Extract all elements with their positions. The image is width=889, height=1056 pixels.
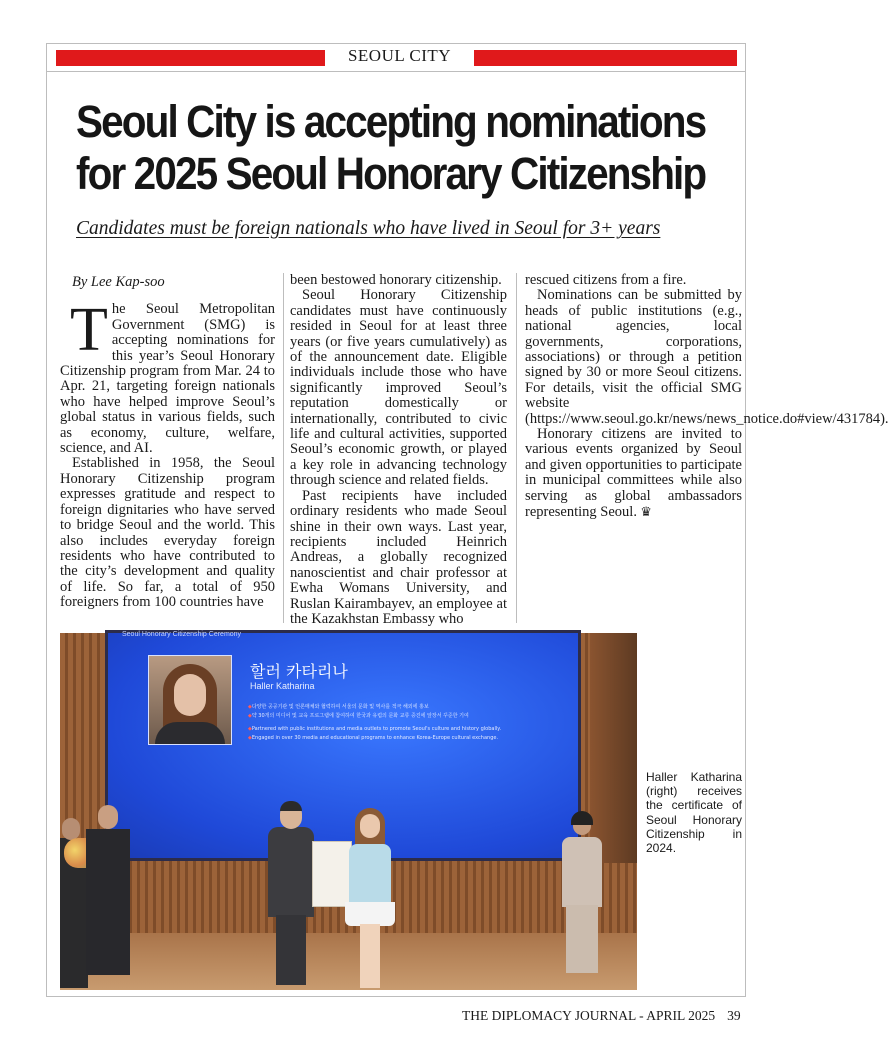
projection-screen (108, 633, 578, 858)
section-bar-left (56, 50, 325, 66)
deck-subtitle: Candidates must be foreign nationals who have lived in Seoul for 3+ years (76, 218, 661, 239)
article-paragraph: rescued citizens from a fire. (525, 272, 687, 288)
screen-bullet-list (248, 703, 568, 743)
headline (76, 96, 706, 200)
person-figure (345, 808, 395, 988)
page-number: 39 (727, 1008, 741, 1023)
article-column-3 (525, 272, 889, 521)
publication-name: THE DIPLOMACY JOURNAL - APRIL 2025 (462, 1008, 716, 1023)
article-column-1 (60, 273, 275, 611)
article-paragraph: Nominations can be submitted by heads of public institutions (e.g., national agencies, local governments, corporations, associations) or through a petition signed by 30 or more Seoul citizens. For details, visit the official SMG website (https://www.seoul.go.kr/news/news_notice.do#view/431784). (525, 287, 889, 427)
headline-line-2: for 2025 Seoul Honorary Citizenship (76, 148, 706, 199)
section-label: SEOUL CITY (347, 46, 452, 65)
header-rule (46, 71, 746, 72)
article-column-2 (290, 273, 507, 627)
screen-top-text: Seoul Honorary Citizenship Ceremony (122, 631, 242, 638)
section-bar-right (474, 50, 737, 66)
ceremony-photo (60, 633, 637, 990)
person-figure (86, 805, 130, 975)
screen-english-name: Haller Katharina (250, 681, 315, 691)
screen-korean-name: 할러 카타리나 (250, 662, 348, 681)
article-paragraph: Seoul Honorary Citizenship candidates must have continuously resided in Seoul for at least three years (or five years cumulatively) as of the announcement date. Eligible individuals include those who have significantly improved Seoul’s reputation domestically or internationally, contributed to civic life and cultural activities, supported Seoul’s economic growth, or played a key role in advancing technology through science and related fields. (290, 287, 507, 489)
person-figure (560, 813, 604, 973)
screen-bullet: ◆ Partnered with public institutions and media outlets to promote Seoul's culture and history globally. (248, 725, 568, 734)
headline-line-1: Seoul City is accepting nominations (76, 96, 706, 147)
end-mark-icon: ♛ (636, 504, 652, 520)
column-rule (516, 273, 517, 623)
article-paragraph: Honorary citizens are invited to various events organized by Seoul and given opportunities to participate in municipal committees while also serving as global ambassadors representing Seoul. ♛ (525, 426, 742, 521)
byline: By Lee Kap-soo (72, 274, 165, 290)
page-footer (462, 1008, 752, 1024)
article-paragraph: been bestowed honorary citizenship. (290, 272, 502, 288)
screen-bullet: ◆ Engaged in over 30 media and educational programs to enhance Korea-Europe cultural exchange. (248, 734, 568, 743)
drop-cap: T (70, 296, 108, 365)
article-paragraph: Past recipients have included ordinary residents who made Seoul shine in their own ways. Last year, recipients included Heinrich Andreas, a globally recognized nanoscientist and chair professor at Ewha Womans University, and Ruslan Kairambayev, an employee at the Kazakhstan Embassy who (290, 487, 507, 627)
screen-bullet: ◆ 약 30개의 미디어 및 교육 프로그램에 참여하여 한국과 유럽의 문화 교류 증진에 앞장서 꾸준한 기여 (248, 712, 568, 721)
photo-caption: Haller Katharina (right) receives the certificate of Seoul Honorary Citizenship in 2024. (646, 770, 742, 856)
screen-bullet: ◆ 다양한 공공기관 및 언론매체와 협력하여 서울의 문화 및 역사를 적극 해외에 홍보 (248, 703, 568, 712)
person-figure (268, 803, 314, 988)
article-paragraph: Established in 1958, the Seoul Honorary Citizenship program expresses gratitude and respect to foreign dignitaries who have served to bridge Seoul and the world. This also includes everyday foreign residents who have contributed to the city’s development and quality of life. So far, a total of 950 foreigners from 100 countries have (60, 455, 275, 611)
portrait-image (148, 655, 232, 745)
column-rule (283, 273, 284, 623)
article-paragraph: The Seoul Metropolitan Government (SMG) is accepting nominations for this year’s Seoul Honorary Citizenship program from Mar. 24 to Apr. 21, targeting foreign nationals who have helped improve Seoul’s global status in various fields, such as economy, culture, welfare, science, and AI. (60, 296, 275, 457)
